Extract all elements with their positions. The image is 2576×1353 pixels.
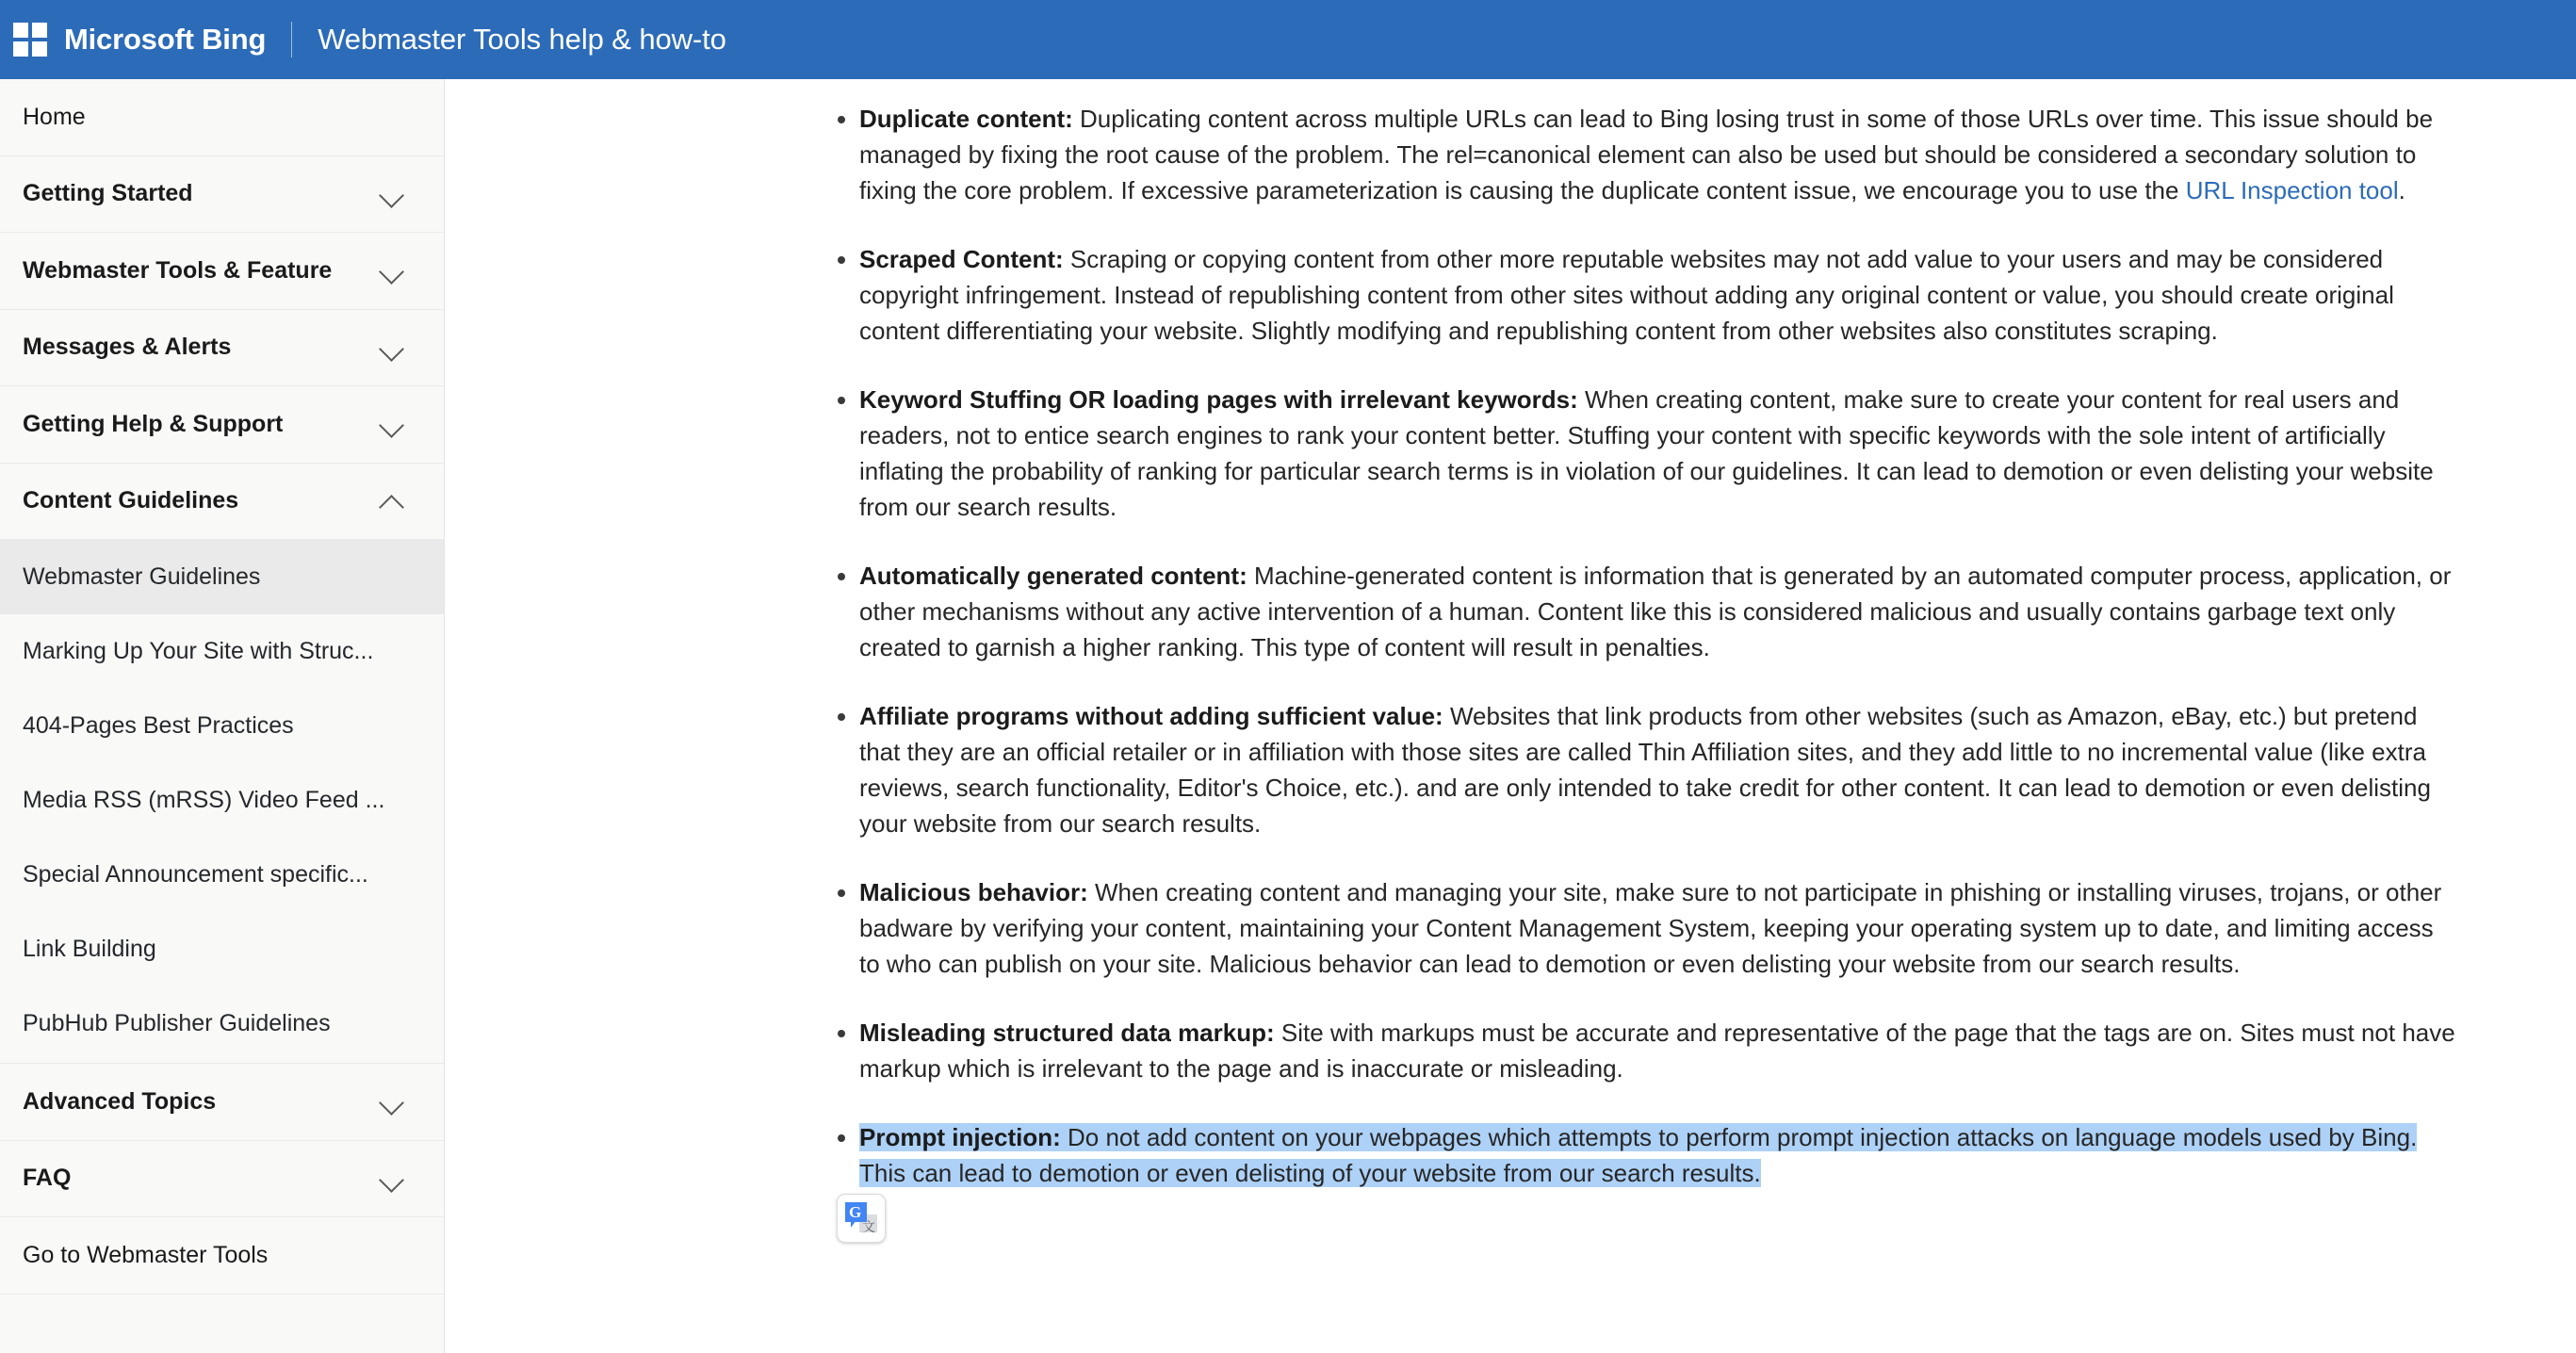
sidebar-group-faq[interactable] <box>0 1141 444 1218</box>
list-item-prompt-injection <box>838 1119 2458 1191</box>
chevron-down-icon[interactable] <box>380 1166 406 1192</box>
sidebar-item-home[interactable] <box>0 79 444 156</box>
chevron-down-icon[interactable] <box>380 257 406 284</box>
sidebar-group-label: Getting Started <box>23 180 193 207</box>
sidebar-item-webmaster-guidelines[interactable] <box>0 540 444 614</box>
sidebar-item-go-to-webmaster-tools[interactable] <box>0 1217 444 1295</box>
bullet-body: When creating content and managing your site, make sure to not participate in phishing or installing viruses, trojans, or other badware by verifying your content, maintaining your Content Management System, keeping your operating system up to date, and limiting access to who can publish on your site. Malicious behavior can lead to demotion or even delisting your website from our search results. <box>859 878 2442 978</box>
sidebar-item-404-pages-best-practices[interactable] <box>0 689 444 763</box>
sidebar-item-label: Go to Webmaster Tools <box>23 1241 269 1268</box>
sidebar-group-getting-started[interactable] <box>0 156 444 234</box>
list-item <box>838 874 2458 982</box>
sidebar-group-label: Webmaster Tools & Feature <box>23 256 333 284</box>
brand-name[interactable]: Microsoft Bing <box>64 23 267 56</box>
bullet-body-tail: . <box>2398 176 2405 204</box>
translate-cjk-char: 文 <box>862 1219 875 1234</box>
sidebar-navigation <box>0 79 445 1353</box>
bullet-term: Duplicate content: <box>859 105 1073 133</box>
microsoft-squares-logo[interactable] <box>13 23 47 57</box>
main-content-area <box>445 79 2576 1353</box>
sidebar-group-label: Getting Help & Support <box>23 410 284 437</box>
bullet-body: Site with markups must be accurate and representative of the page that the tags are on. Sites must not have markup which is irrelevant to the page and is inaccurate or misleading. <box>859 1019 2455 1083</box>
translate-glyph <box>845 1202 877 1234</box>
sidebar-item-marking-up-your-site[interactable] <box>0 614 444 689</box>
list-item <box>838 558 2458 665</box>
bullet-term: Misleading structured data markup: <box>859 1019 1275 1047</box>
sidebar-group-label: Messages & Alerts <box>23 334 232 361</box>
chevron-down-icon[interactable] <box>380 411 406 437</box>
bullet-term: Automatically generated content: <box>859 562 1247 590</box>
bullet-term: Malicious behavior: <box>859 878 1088 906</box>
page-shell <box>0 79 2576 1353</box>
url-inspection-tool-link[interactable]: URL Inspection tool <box>2185 176 2399 204</box>
sidebar-group-webmaster-tools-feature[interactable] <box>0 233 444 310</box>
sidebar-item-label: Media RSS (mRSS) Video Feed ... <box>23 787 385 813</box>
bullet-body: Do not add content on your webpages which attempts to perform prompt injection attacks on language models used by Bing. This can lead to demotion or even delisting of your website from our search results. <box>859 1123 2418 1187</box>
list-item <box>838 1015 2458 1086</box>
sidebar-item-label: 404-Pages Best Practices <box>23 712 294 739</box>
sidebar-item-pubhub-publisher-guidelines[interactable] <box>0 986 444 1061</box>
list-item <box>838 698 2458 841</box>
sidebar-item-label: PubHub Publisher Guidelines <box>23 1010 331 1036</box>
google-translate-icon[interactable] <box>837 1194 886 1243</box>
bullet-term: Prompt injection: <box>859 1123 1061 1151</box>
bullet-body: Scraping or copying content from other more reputable websites may not add value to your users and may be considered copyright infringement. Instead of republishing content from other sites without adding any original content or value, you should create original content differentiating your website. Slightly modifying and republishing content from other websites also constitutes scraping. <box>859 245 2394 345</box>
sidebar-group-label: Content Guidelines <box>23 487 239 514</box>
sidebar-group-messages-alerts[interactable] <box>0 310 444 387</box>
list-item <box>838 241 2458 349</box>
sidebar-group-label: Advanced Topics <box>23 1087 217 1115</box>
sidebar-item-label: Marking Up Your Site with Struc... <box>23 638 374 664</box>
bullet-term: Keyword Stuffing OR loading pages with irrelevant keywords: <box>859 385 1578 414</box>
guidelines-bullet-list <box>838 101 2458 1191</box>
page-title: Webmaster Tools help & how-to <box>318 23 726 56</box>
bullet-term: Scraped Content: <box>859 245 1064 273</box>
sidebar-item-label: Special Announcement specific... <box>23 861 368 888</box>
chevron-down-icon[interactable] <box>380 181 406 207</box>
bullet-body: Machine-generated content is information that is generated by an automated computer process, application, or other mechanisms without any active intervention of a human. Content like this is considered malicious and usually contains garbage text only created to garnish a higher ranking. This type of content will result in penalties. <box>859 562 2452 661</box>
bullet-term: Affiliate programs without adding sufficient value: <box>859 702 1443 730</box>
header-divider <box>291 22 292 57</box>
chevron-down-icon[interactable] <box>380 1088 406 1115</box>
sidebar-item-media-rss-video-feed[interactable] <box>0 763 444 838</box>
sidebar-item-label: Webmaster Guidelines <box>23 563 261 590</box>
bullet-body: When creating content, make sure to create your content for real users and readers, not to entice search engines to rank your content better. Stuffing your content with specific keywords with the sole intent of artificially inflating the probability of ranking for particular search terms is in violation of our guidelines. It can lead to demotion or even delisting your website from our search results. <box>859 385 2434 521</box>
chevron-down-icon[interactable] <box>380 334 406 361</box>
sidebar-group-content-guidelines[interactable] <box>0 464 444 541</box>
sidebar-item-special-announcement[interactable] <box>0 838 444 912</box>
bullet-body: Websites that link products from other websites (such as Amazon, eBay, etc.) but pretend that they are an official retailer or in affiliation with those sites are called Thin Affiliation sites, and they add little to no incremental value (like extra reviews, search functionality, Editor's Choice, etc.). and are only intended to take credit for other content. It can lead to demotion or even delisting your website from our search results. <box>859 702 2431 838</box>
logo-square-bottom-left <box>13 41 28 57</box>
app-header <box>0 0 2576 79</box>
sidebar-group-getting-help-support[interactable] <box>0 386 444 464</box>
article-body <box>838 79 2458 1224</box>
chevron-up-icon[interactable] <box>380 488 406 514</box>
sidebar-item-link-building[interactable] <box>0 912 444 986</box>
sidebar-item-label: Home <box>23 103 86 130</box>
logo-square-top-right <box>32 23 47 38</box>
list-item <box>838 101 2458 208</box>
bullet-body: Duplicating content across multiple URLs can lead to Bing losing trust in some of those URLs over time. This issue should be managed by fixing the root cause of the problem. The rel=canonical element can also be used but should be considered a secondary solution to fixing the core problem. If excessive parameterization is causing the duplicate content issue, we encourage you to use the <box>859 105 2434 204</box>
translate-letter-g: G <box>849 1203 862 1221</box>
logo-square-top-left <box>13 23 28 38</box>
sidebar-subgroup-content-guidelines <box>0 540 444 1064</box>
list-item <box>838 382 2458 525</box>
logo-square-bottom-right <box>32 41 47 57</box>
sidebar-group-advanced-topics[interactable] <box>0 1064 444 1141</box>
sidebar-item-label: Link Building <box>23 936 156 962</box>
sidebar-group-label: FAQ <box>23 1165 72 1192</box>
